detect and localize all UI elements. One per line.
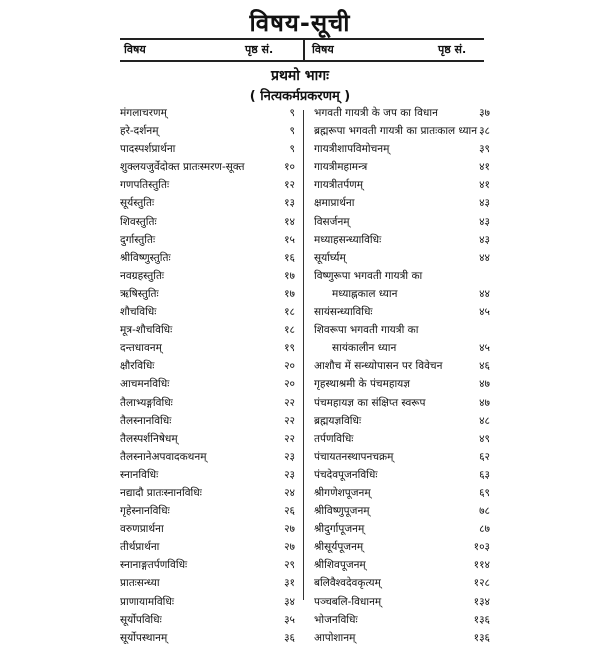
entry-title: प्राणायामविधिः: [120, 595, 174, 608]
index-entry: [120, 466, 295, 484]
entry-page-number: २७: [284, 523, 295, 536]
entry-title: सायंसन्ध्याविधिः: [314, 306, 373, 319]
index-entry: [120, 176, 295, 194]
entry-title: पञ्चबलि-विधानम्: [314, 595, 382, 608]
index-entry: [310, 430, 490, 448]
header-top-rule: [120, 38, 484, 40]
entry-title: तर्पणविधिः: [314, 432, 354, 445]
entry-title: सूर्योपविधिः: [120, 613, 162, 626]
entry-page-number: ३८: [479, 125, 490, 138]
entry-page-number: १८: [284, 324, 295, 337]
left-index-list: [120, 104, 295, 647]
entry-page-number: ६९: [479, 486, 490, 499]
entry-title: मध्याहसन्ध्याविधिः: [314, 233, 382, 246]
right-page-header: पृष्ठ सं.: [438, 43, 467, 56]
index-entry: [310, 629, 490, 647]
entry-page-number: २६: [284, 505, 295, 518]
entry-title: दन्तधावनम्: [120, 342, 162, 355]
entry-page-number: ४३: [479, 233, 490, 246]
entry-page-number: २४: [284, 486, 295, 499]
entry-page-number: ३९: [479, 143, 490, 156]
entry-title: विष्णुरूपा भगवती गायत्री का: [314, 269, 423, 282]
entry-title: शिवरूपा भगवती गायत्री का: [314, 324, 419, 337]
entry-title: पंचायतनस्थापनचक्रम्: [314, 450, 394, 463]
index-entry: [310, 484, 490, 502]
entry-page-number: २२: [284, 396, 295, 409]
entry-page-number: ३७: [479, 107, 490, 119]
entry-title: सूर्योपस्थानम्: [120, 631, 168, 644]
entry-page-number: ४५: [479, 342, 490, 355]
entry-page-number: ३६: [284, 631, 295, 644]
entry-title: शौचविधिः: [120, 306, 157, 319]
index-entry: [120, 394, 295, 412]
index-entry: [120, 213, 295, 231]
index-entry: [310, 194, 490, 212]
entry-page-number: ४७: [479, 378, 490, 391]
entry-title: पादस्पर्शप्रार्थना: [120, 143, 176, 156]
entry-title: नवग्रहस्तुतिः: [120, 269, 165, 282]
entry-title: तैलस्नानविधिः: [120, 414, 172, 427]
left-topic-header: विषय: [124, 43, 146, 56]
entry-title: स्नानविधिः: [120, 468, 159, 481]
entry-page-number: १५: [284, 233, 295, 246]
index-entry: [310, 412, 490, 430]
index-entry: [120, 556, 295, 574]
index-entry: [310, 611, 490, 629]
entry-title: हरे-दर्शनम्: [120, 125, 159, 138]
entry-title: स्नानाङ्गतर्पणविधिः: [120, 559, 188, 572]
index-entry: [310, 538, 490, 556]
entry-title: गृहेस्नानविधिः: [120, 505, 170, 518]
index-entry: [310, 285, 490, 303]
entry-title: शुक्लयजुर्वेदोक्त प्रातःस्मरण-सूक्त: [120, 161, 245, 174]
entry-page-number: ४९: [479, 432, 490, 445]
entry-page-number: १८: [284, 306, 295, 319]
part-title: प्रथमो भागः: [271, 68, 329, 84]
entry-page-number: १३६: [473, 613, 490, 626]
index-entry: [120, 430, 295, 448]
entry-page-number: ४८: [479, 414, 490, 427]
entry-title: दुर्गास्तुतिः: [120, 233, 156, 246]
entry-page-number: ११४: [473, 559, 490, 572]
entry-title: सायंकालीन ध्यान: [332, 342, 397, 355]
index-entry: [310, 357, 490, 375]
left-page-header: पृष्ठ सं.: [245, 43, 274, 56]
entry-page-number: ४५: [479, 306, 490, 319]
index-entry: [310, 375, 490, 393]
entry-page-number: ९: [289, 125, 295, 138]
index-entry: [310, 502, 490, 520]
index-entry: [310, 176, 490, 194]
page-title: विषय-सूची: [249, 9, 351, 37]
entry-title: तीर्थप्रार्थना: [120, 541, 160, 554]
index-entry: [120, 194, 295, 212]
entry-title: मूत्र-शौचविधिः: [120, 324, 173, 337]
entry-title: गणपतिस्तुतिः: [120, 179, 170, 192]
index-entry: [120, 231, 295, 249]
index-entry: [310, 556, 490, 574]
entry-page-number: १०: [284, 161, 295, 174]
entry-title: आपोशानम्: [314, 631, 356, 644]
entry-page-number: २३: [284, 468, 295, 481]
index-entry: [310, 122, 490, 140]
index-entry: [310, 303, 490, 321]
index-entry: [120, 375, 295, 393]
index-entry: [120, 502, 295, 520]
entry-page-number: १७: [284, 269, 295, 282]
index-entry: [120, 538, 295, 556]
entry-page-number: ४३: [479, 197, 490, 210]
header-bottom-rule: [120, 60, 484, 62]
entry-title: बलिवैश्वदेवकृत्यम्: [314, 577, 381, 590]
part-subtitle: ( नित्यकर्मप्रकरणम् ): [249, 89, 351, 104]
entry-title: गायत्रीमहामन्त्र: [314, 161, 368, 174]
index-entry: [120, 285, 295, 303]
index-entry: [120, 158, 295, 176]
entry-title: क्षमाप्रार्थना: [314, 197, 355, 210]
entry-page-number: ३४: [284, 595, 295, 608]
entry-title: सूर्यस्तुतिः: [120, 197, 155, 210]
index-entry: [120, 321, 295, 339]
entry-page-number: ४७: [479, 396, 490, 409]
entry-page-number: २९: [284, 559, 295, 572]
index-entry: [310, 267, 490, 285]
entry-page-number: १६: [284, 251, 295, 264]
entry-page-number: ३५: [284, 613, 295, 626]
entry-title: गायत्रीतर्पणम्: [314, 179, 364, 192]
right-topic-header: विषय: [312, 43, 334, 56]
index-entry: [120, 574, 295, 592]
entry-page-number: ७८: [479, 505, 490, 518]
entry-title: गृहस्थाश्रमी के पंचमहायज्ञ: [314, 378, 410, 391]
index-entry: [120, 448, 295, 466]
entry-page-number: २३: [284, 450, 295, 463]
index-entry: [120, 140, 295, 158]
entry-title: तैलाभ्यङ्गविधिः: [120, 396, 173, 409]
entry-page-number: १३: [284, 197, 295, 210]
index-entry: [310, 140, 490, 158]
column-divider: [303, 110, 304, 600]
entry-title: मंगलाचरणम्: [120, 107, 167, 119]
entry-title: भोजनविधिः: [314, 613, 358, 626]
entry-title: क्षौरविधिः: [120, 360, 155, 373]
entry-title: शिवस्तुतिः: [120, 215, 157, 228]
entry-page-number: १३६: [473, 631, 490, 644]
entry-page-number: ३१: [284, 577, 295, 590]
entry-page-number: २२: [284, 414, 295, 427]
index-entry: [120, 520, 295, 538]
entry-title: ऋषिस्तुतिः: [120, 287, 159, 300]
entry-title: गायत्रीशापविमोचनम्: [314, 143, 390, 156]
entry-title: ब्रह्मरूपा भगवती गायत्री का प्रातःकाल ध्यान: [314, 125, 478, 138]
index-entry: [310, 213, 490, 231]
index-entry: [310, 520, 490, 538]
entry-page-number: १७: [284, 287, 295, 300]
index-entry: [310, 593, 490, 611]
entry-page-number: २०: [284, 360, 295, 373]
entry-page-number: ९: [289, 107, 295, 119]
header-column-divider: [303, 38, 305, 60]
entry-page-number: ४१: [479, 179, 490, 192]
index-entry: [310, 339, 490, 357]
entry-page-number: ४४: [479, 287, 490, 300]
index-entry: [120, 249, 295, 267]
entry-title: वरुणप्रार्थना: [120, 523, 164, 536]
entry-page-number: ४१: [479, 161, 490, 174]
index-entry: [310, 249, 490, 267]
entry-title: ब्रह्मयज्ञविधिः: [314, 414, 362, 427]
entry-page-number: १९: [284, 342, 295, 355]
index-entry: [310, 448, 490, 466]
entry-title: श्रीविष्णुपूजनम्: [314, 505, 370, 518]
entry-title: श्रीदुर्गापूजनम्: [314, 523, 365, 536]
index-entry: [120, 611, 295, 629]
entry-page-number: १४: [284, 215, 295, 228]
index-entry: [310, 394, 490, 412]
index-entry: [120, 339, 295, 357]
entry-page-number: १२: [284, 179, 295, 192]
index-entry: [120, 104, 295, 122]
entry-title: नद्यादौ प्रातःस्नानविधिः: [120, 486, 202, 499]
index-entry: [310, 104, 490, 122]
entry-title: श्रीसूर्यपूजनम्: [314, 541, 364, 554]
entry-title: सूर्यार्घ्यम्: [314, 251, 346, 264]
entry-page-number: १३४: [473, 595, 490, 608]
entry-page-number: ६२: [479, 450, 490, 463]
entry-page-number: २७: [284, 541, 295, 554]
entry-title: श्रीशिवपूजनम्: [314, 559, 366, 572]
entry-title: आशौच में सन्ध्योपासन पर विवेचन: [314, 360, 443, 373]
entry-page-number: ९: [289, 143, 295, 156]
index-entry: [120, 267, 295, 285]
index-entry: [310, 321, 490, 339]
index-entry: [310, 574, 490, 592]
entry-page-number: १२८: [473, 577, 490, 590]
entry-title: मध्याह्नकाल ध्यान: [332, 287, 398, 300]
entry-page-number: ८७: [479, 523, 490, 536]
right-index-list: [310, 104, 490, 647]
index-entry: [310, 231, 490, 249]
entry-title: आचमनविधिः: [120, 378, 170, 391]
entry-page-number: ६३: [479, 468, 490, 481]
entry-title: तैलस्पर्शनिषेधम्: [120, 432, 178, 445]
index-entry: [120, 357, 295, 375]
index-entry: [120, 629, 295, 647]
entry-title: श्रीविष्णुस्तुतिः: [120, 251, 171, 264]
index-entry: [310, 466, 490, 484]
entry-title: तैलस्नानेअपवादकथनम्: [120, 450, 207, 463]
entry-page-number: ४४: [479, 251, 490, 264]
entry-page-number: २२: [284, 432, 295, 445]
index-entry: [120, 484, 295, 502]
index-entry: [120, 412, 295, 430]
entry-title: प्रातःसन्ध्या: [120, 577, 160, 590]
entry-page-number: २०: [284, 378, 295, 391]
entry-title: विसर्जनम्: [314, 215, 350, 228]
entry-title: पंचमहायज्ञ का संक्षिप्त स्वरूप: [314, 396, 426, 409]
entry-title: भगवती गायत्री के जप का विधान: [314, 107, 438, 119]
entry-page-number: ४३: [479, 215, 490, 228]
index-entry: [120, 122, 295, 140]
entry-page-number: ४६: [479, 360, 490, 373]
index-entry: [120, 593, 295, 611]
entry-title: श्रीगणेशपूजनम्: [314, 486, 371, 499]
index-entry: [310, 158, 490, 176]
index-entry: [120, 303, 295, 321]
entry-title: पंचदेवपूजनविधिः: [314, 468, 378, 481]
entry-page-number: १०३: [473, 541, 490, 554]
